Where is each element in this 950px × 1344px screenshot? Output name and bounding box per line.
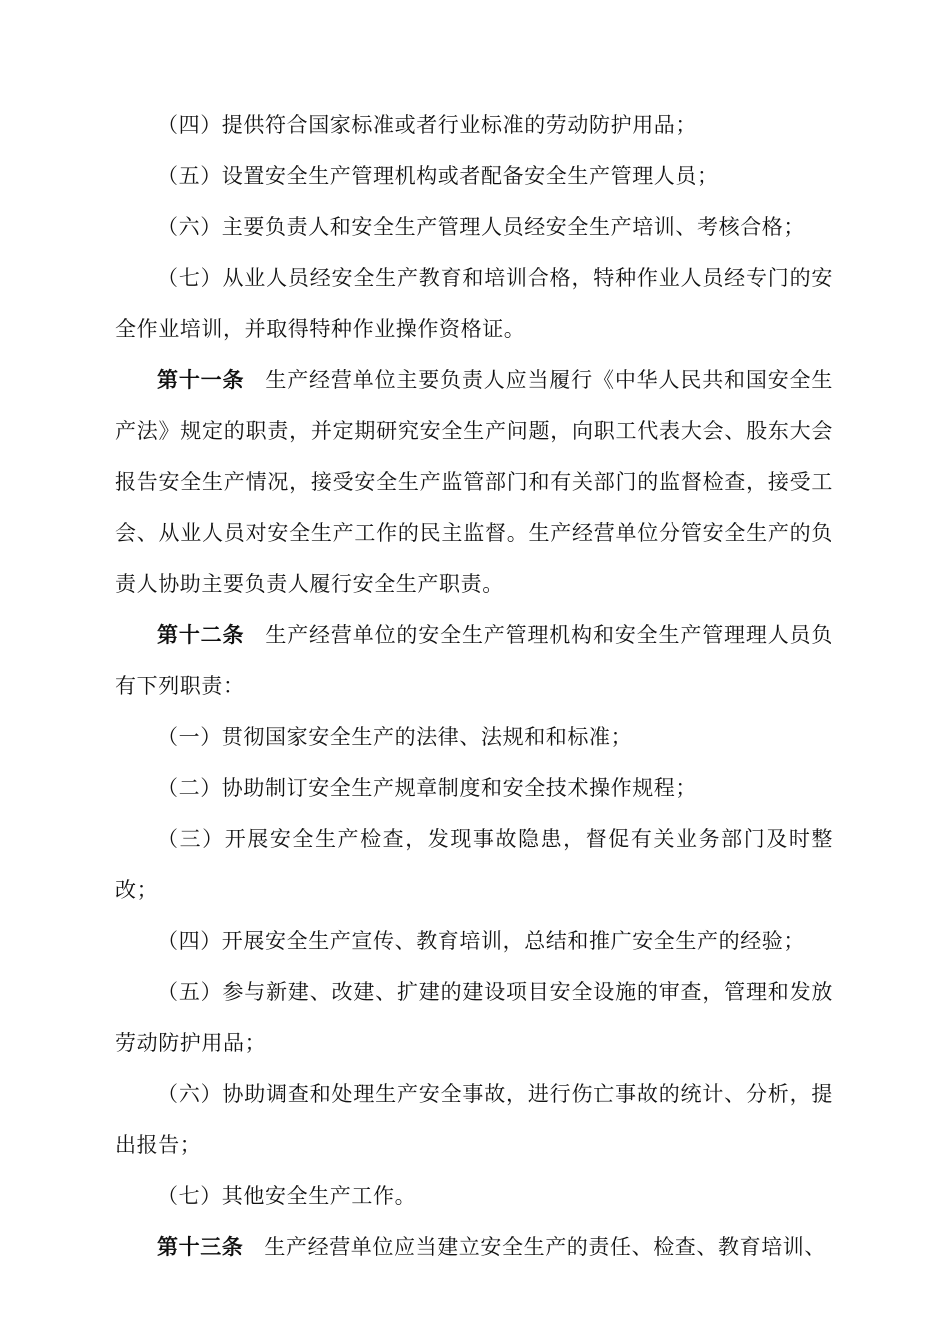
- article-11: [115, 355, 833, 610]
- duty-item-3: [115, 814, 833, 916]
- paragraph-text: （三）开展安全生产检查，发现事故隐患，督促有关业务部门及时整改；: [115, 827, 833, 902]
- article-text: 生产经营单位主要负责人应当履行《中华人民共和国安全生产法》规定的职责，并定期研究安全生产问题，向职工代表大会、股东大会报告安全生产情况，接受安全生产监管部门和有关部门的监督检查，接受工会、从业人员对安全生产工作的民主监督。生产经营单位分管安全生产的负责人协助主要负责人履行安全生产职责。: [115, 368, 833, 596]
- article-13: [115, 1222, 833, 1273]
- article-number: 第十一条: [157, 368, 245, 392]
- article-number: 第十三条: [157, 1235, 244, 1259]
- article-text: 生产经营单位的安全生产管理机构和安全生产管理理人员负有下列职责：: [115, 623, 833, 698]
- paragraph-text: （六）协助调查和处理生产安全事故，进行伤亡事故的统计、分析，提出报告；: [115, 1082, 833, 1157]
- duty-item-4: [115, 916, 833, 967]
- paragraph-text: （四）提供符合国家标准或者行业标准的劳动防护用品；: [157, 113, 697, 137]
- document-body: [115, 100, 833, 1273]
- paragraph-text: （七）其他安全生产工作。: [157, 1184, 417, 1208]
- duty-item-7: [115, 1171, 833, 1222]
- paragraph-text: （五）参与新建、改建、扩建的建设项目安全设施的审查，管理和发放劳动防护用品；: [115, 980, 833, 1055]
- paragraph-text: （四）开展安全生产宣传、教育培训，总结和推广安全生产的经验；: [157, 929, 805, 953]
- paragraph-item-5: [115, 151, 833, 202]
- paragraph-text: （二）协助制订安全生产规章制度和安全技术操作规程；: [157, 776, 697, 800]
- paragraph-item-7: [115, 253, 833, 355]
- duty-item-6: [115, 1069, 833, 1171]
- paragraph-item-4: [115, 100, 833, 151]
- paragraph-text: （五）设置安全生产管理机构或者配备安全生产管理人员；: [157, 164, 719, 188]
- duty-item-1: [115, 712, 833, 763]
- duty-item-5: [115, 967, 833, 1069]
- paragraph-text: （六）主要负责人和安全生产管理人员经安全生产培训、考核合格；: [157, 215, 805, 239]
- paragraph-text: （一）贯彻国家安全生产的法律、法规和和标准；: [157, 725, 633, 749]
- article-12: [115, 610, 833, 712]
- article-text: 生产经营单位应当建立安全生产的责任、检查、教育培训、: [264, 1235, 827, 1259]
- paragraph-item-6: [115, 202, 833, 253]
- paragraph-text: （七）从业人员经安全生产教育和培训合格，特种作业人员经专门的安全作业培训，并取得特种作业操作资格证。: [115, 266, 833, 341]
- duty-item-2: [115, 763, 833, 814]
- article-number: 第十二条: [157, 623, 245, 647]
